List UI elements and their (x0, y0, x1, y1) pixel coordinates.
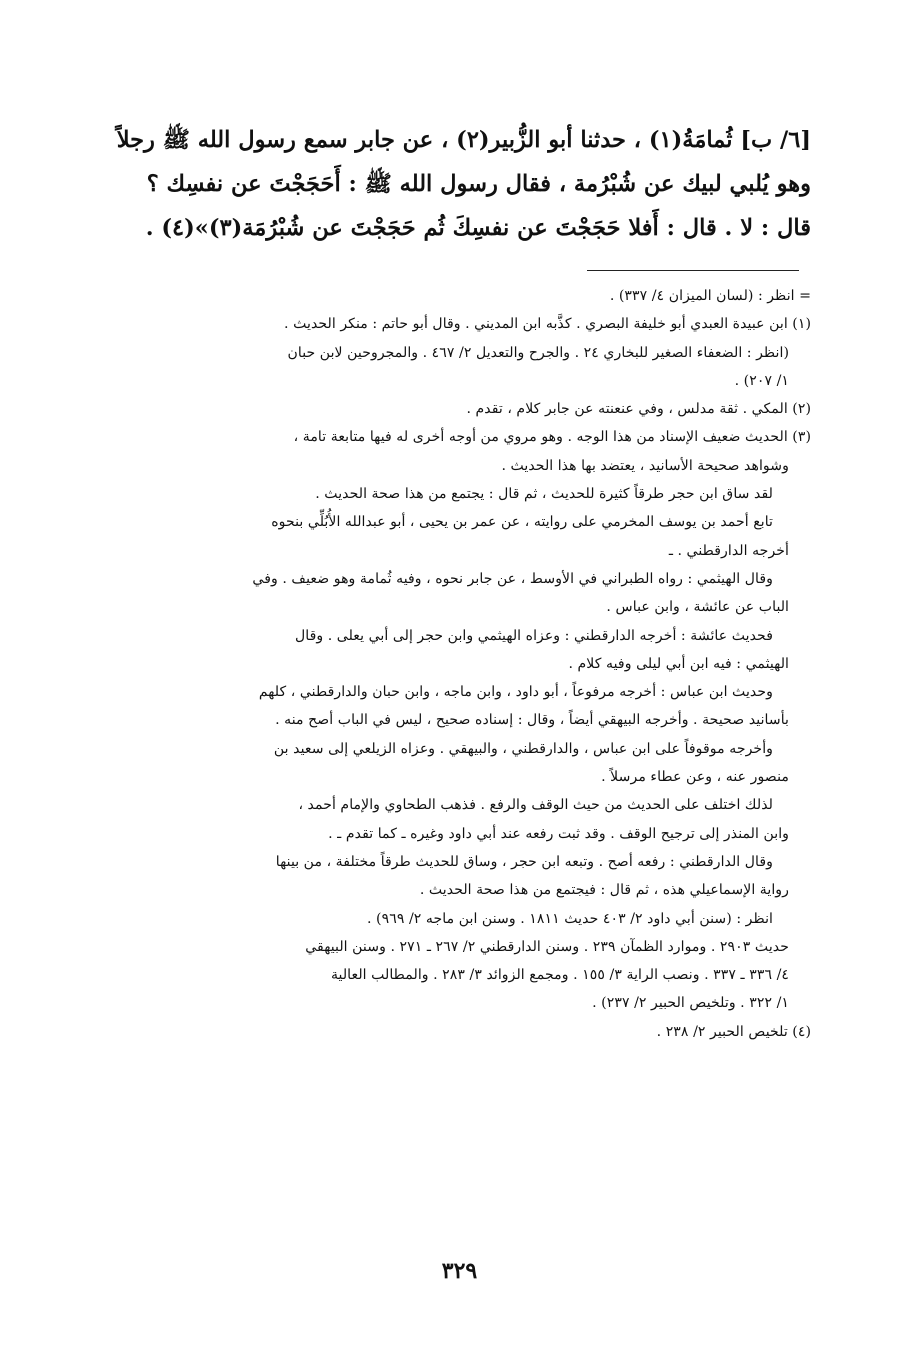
footnote-line: (انظر : الضعفاء الصغير للبخاري ٢٤ . والجرح والتعديل ٢/ ٤٦٧ . والمجروحين لابن حبان (287, 344, 789, 361)
footnote-line: وقال الهيثمي : رواه الطبراني في الأوسط ، عن جابر نحوه ، وفيه ثُمامة وهو ضعيف . وفي (252, 570, 773, 587)
footnote-line: حديث ٢٩٠٣ . وموارد الظمآن ٢٣٩ . وسنن الدارقطني ٢/ ٢٦٧ ـ ٢٧١ . وسنن البيهقي (305, 938, 789, 955)
footnotes-section (111, 282, 811, 1046)
footnote-line: أخرجه الدارقطني . ـ (668, 542, 789, 559)
footnote-line: لذلك اختلف على الحديث من حيث الوقف والرفع . فذهب الطحاوي والإمام أحمد ، (298, 797, 773, 814)
footnote-line: (٣) الحديث ضعيف الإسناد من هذا الوجه . وهو مروي من أوجه أخرى له فيها متابعة تامة ، (293, 429, 811, 446)
footnote-line: فحديث عائشة : أخرجه الدارقطني : وعزاه الهيثمي وابن حجر إلى أبي يعلى . وقال (294, 627, 773, 644)
footnote-line: منصور عنه ، وعن عطاء مرسلاً . (601, 769, 789, 786)
footnote-line: ١/ ٢٠٧) . (734, 372, 789, 389)
footnote-line: (٤) تلخيص الحبير ٢/ ٢٣٨ . (656, 1023, 811, 1040)
footnote-line: = انظر : (لسان الميزان ٤/ ٣٣٧) . (609, 288, 811, 304)
footnote-separator-rule (587, 270, 799, 271)
footnote-line: ٤/ ٣٣٦ ـ ٣٣٧ . ونصب الراية ٣/ ١٥٥ . ومجمع الزوائد ٣/ ٢٨٣ . والمطالب العالية (330, 967, 789, 984)
footnote-line: تابع أحمد بن يوسف المخرمي على روايته ، عن عمر بن يحيى ، أبو عبدالله الأُبُلِّي بنحوه (271, 514, 773, 531)
footnote-line: رواية الإسماعيلي هذه ، ثم قال : فيجتمع من هذا صحة الحديث . (419, 882, 789, 899)
footnote-line: (١) ابن عبيدة العبدي أبو خليفة البصري . كذَّبه ابن المديني . وقال أبو حاتم : منكر الحديث . (284, 316, 811, 333)
footnote-line: ١/ ٣٢٢ . وتلخيص الحبير ٢/ ٢٣٧) . (592, 995, 789, 1012)
footnote-line: بأسانيد صحيحة . وأخرجه البيهقي أيضاً ، وقال : إسناده صحيح ، ليس في الباب أصح منه . (275, 712, 789, 729)
footnote-line: (٢) المكي . ثقة مدلس ، وفي عنعنته عن جابر كلام ، تقدم . (466, 401, 811, 418)
page-number: ٣٢٩ (441, 1258, 478, 1284)
footnote-line: وقال الدارقطني : رفعه أصح . وتبعه ابن حجر ، وساق للحديث طرقاً مختلفة ، من بينها (275, 853, 773, 870)
main-text-line-2: وهو يُلبي لبيك عن شُبْرُمة ، فقال رسول الله ﷺ : أَحَجَجْتَ عن نفسِك ؟ (146, 171, 811, 197)
main-text-line-3: قال : لا . قال : أَفلا حَجَجْتَ عن نفسِكَ ثُم حَجَجْتَ عن شُبْرُمَة(٣)»(٤) . (145, 215, 811, 241)
main-hadith-text (111, 118, 811, 250)
main-text-line-1: [٦/ ب] ثُمامَةُ(١) ، حدثنا أبو الزُّبير(٢) ، عن جابر سمع رسول الله ﷺ رجلاً (116, 127, 811, 153)
footnote-line: وأخرجه موقوفاً على ابن عباس ، والدارقطني ، والبيهقي . وعزاه الزيلعي إلى سعيد بن (273, 740, 773, 757)
footnote-line: وابن المنذر إلى ترجيح الوقف . وقد ثبت رفعه عند أبي داود وغيره ـ كما تقدم ـ . (328, 825, 789, 842)
footnote-line: انظر : (سنن أبي داود ٢/ ٤٠٣ حديث ١٨١١ . وسنن ابن ماجه ٢/ ٩٦٩) . (367, 910, 773, 927)
footnote-line: وشواهد صحيحة الأسانيد ، يعتضد بها هذا الحديث . (501, 457, 789, 474)
footnote-line: الهيثمي : فيه ابن أبي ليلى وفيه كلام . (568, 655, 789, 672)
footnote-line: لقد ساق ابن حجر طرقاً كثيرة للحديث ، ثم قال : يجتمع من هذا صحة الحديث . (315, 486, 773, 503)
footnote-line: وحديث ابن عباس : أخرجه مرفوعاً ، أبو داود ، وابن ماجه ، وابن حبان والدارقطني ، كلهم (258, 684, 773, 701)
footnote-line: الباب عن عائشة ، وابن عباس . (606, 599, 789, 616)
